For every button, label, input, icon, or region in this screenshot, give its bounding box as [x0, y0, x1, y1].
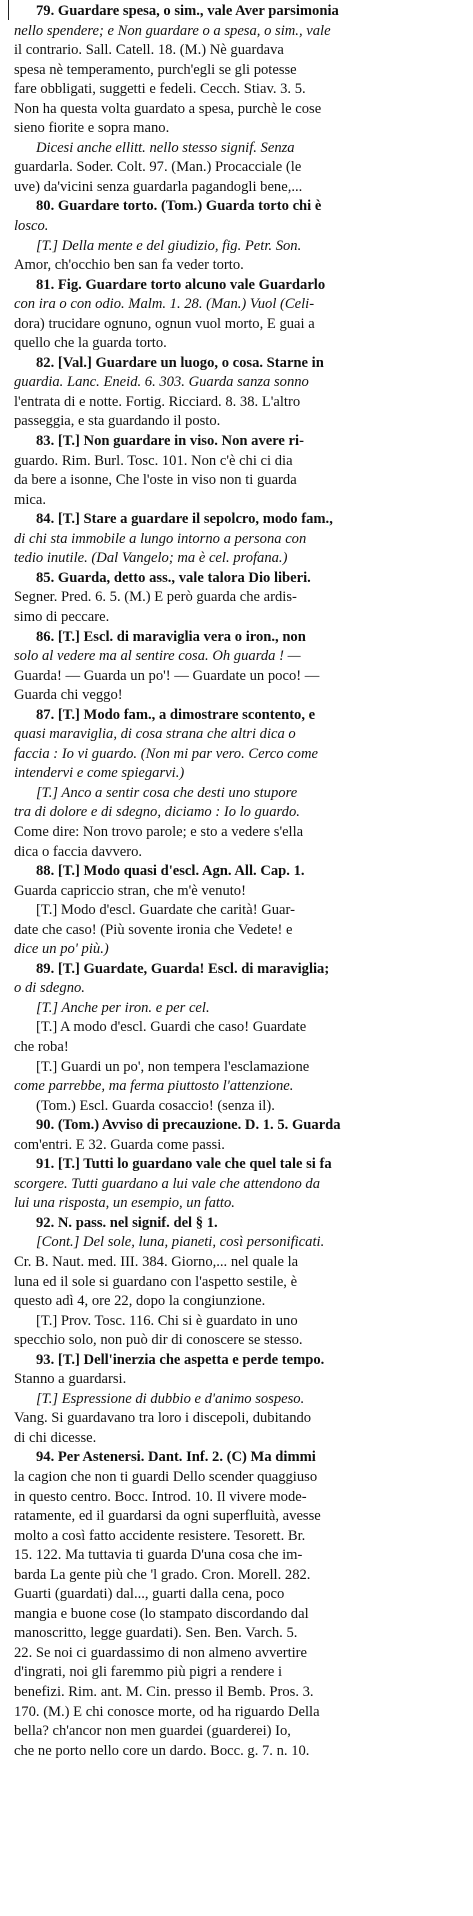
entry-line: losco. — [14, 218, 49, 235]
entry-82 — [14, 354, 467, 432]
entry-line: Vang. Si guardavano tra loro i discepoli, dubitando — [14, 1410, 312, 1427]
entry-line: come parrebbe, ma ferma piuttosto l'attenzione. — [14, 1078, 294, 1095]
entry-line: quello che la guarda torto. — [14, 335, 167, 352]
entry-line: [T.] Anche per iron. e per cel. — [36, 999, 210, 1016]
entry-line: o di sdegno. — [14, 980, 85, 997]
entry-line: Guarda capriccio stran, che m'è venuto! — [14, 882, 246, 899]
entry-line: 93. [T.] Dell'inerzia che aspetta e perde tempo. — [36, 1351, 325, 1368]
entry-line: spesa nè temperamento, purch'egli se gli potesse — [14, 61, 297, 78]
entry-line: 85. Guarda, detto ass., vale talora Dio liberi. — [36, 569, 311, 586]
entry-89 — [14, 960, 467, 1116]
entry-line: Stanno a guardarsi. — [14, 1371, 127, 1388]
entry-line: 22. Se noi ci guardassimo di non almeno avvertire — [14, 1644, 308, 1661]
entry-line: [T.] Anco a sentir cosa che desti uno stupore — [36, 784, 298, 801]
entry-line: molto a così fatto accidente resistere. Tesorett. Br. — [14, 1527, 306, 1544]
entry-line: barda La gente più che 'l grado. Cron. Morell. 282. — [14, 1566, 311, 1583]
entry-line: di chi sta immobile a lungo intorno a persona con — [14, 530, 307, 547]
entry-85 — [14, 569, 467, 628]
entry-line: Guarti (guardati) dal..., guarti dalla cena, poco — [14, 1586, 285, 1603]
entry-line: 80. Guardare torto. (Tom.) Guarda torto chi è — [36, 198, 322, 215]
entry-line: 83. [T.] Non guardare in viso. Non avere ri- — [36, 433, 304, 450]
entry-line: che roba! — [14, 1038, 69, 1055]
entry-line: benefizi. Rim. ant. M. Cin. presso il Bemb. Pros. 3. — [14, 1684, 314, 1701]
entry-line: Cr. B. Naut. med. III. 384. Giorno,... nel quale la — [14, 1254, 299, 1270]
entry-line: Come dire: Non trovo parole; e sto a vedere s'ella — [14, 823, 304, 840]
entry-line: 86. [T.] Escl. di maraviglia vera o iron., non — [36, 628, 306, 645]
entry-line: tra di dolore e di sdegno, diciamo : Io lo guardo. — [14, 804, 300, 821]
entry-line: con ira o con odio. Malm. 1. 28. (Man.) Vuol (Celi- — [14, 296, 315, 313]
entry-94 — [14, 1448, 467, 1761]
entry-line: la cagion che non ti guardi Dello scender quaggiuso — [14, 1469, 318, 1486]
entry-line: mica. — [14, 491, 47, 508]
entry-line: sieno fiorite e sopra mano. — [14, 120, 170, 137]
entry-line: faccia : Io vi guardo. (Non mi par vero. Cerco come — [14, 745, 318, 762]
entry-line: [T.] Della mente e del giudizio, fig. Petr. Son. — [36, 237, 302, 254]
entry-line: guardia. Lanc. Eneid. 6. 303. Guarda sanza sonno — [14, 374, 309, 391]
entry-line: 170. (M.) E chi conosce morte, od ha riguardo Della — [14, 1703, 320, 1720]
entry-line: 87. [T.] Modo fam., a dimostrare scontento, e — [36, 706, 316, 723]
entry-line: [T.] Prov. Tosc. 116. Chi si è guardato in uno — [36, 1312, 298, 1329]
entry-line: 82. [Val.] Guardare un luogo, o cosa. Starne in — [36, 354, 324, 371]
entry-88 — [14, 862, 467, 960]
entry-line: Segner. Pred. 6. 5. (M.) E però guarda che ardis- — [14, 589, 297, 606]
entry-line: [T.] A modo d'escl. Guardi che caso! Guardate — [36, 1019, 307, 1036]
entry-line: Non ha questa volta guardato a spesa, purchè le cose — [14, 100, 322, 117]
entry-92 — [14, 1214, 467, 1351]
entry-line: specchio solo, non può dir di conoscere se stesso. — [14, 1332, 303, 1349]
entry-line: luna ed il sole si guardano con l'aspetto sestile, è — [14, 1273, 298, 1290]
entry-line: l'entrata di e notte. Fortig. Ricciard. 8. 38. L'altro — [14, 393, 301, 410]
entry-line: 15. 122. Ma tuttavia ti guarda D'una cosa che im- — [14, 1547, 303, 1564]
entry-80 — [14, 197, 467, 275]
dictionary-text-column — [14, 2, 467, 1761]
entry-line: di chi dicesse. — [14, 1429, 97, 1446]
entry-line: 91. [T.] Tutti lo guardano vale che quel tale si fa — [36, 1156, 332, 1173]
entry-line: simo di peccare. — [14, 608, 110, 625]
entry-line: guardo. Rim. Burl. Tosc. 101. Non c'è chi ci dia — [14, 452, 293, 469]
entry-line: nello spendere; e Non guardare o a spesa, o sim., vale — [14, 22, 331, 39]
entry-line: uve) da'vicini senza guardarla pagandogli bene,... — [14, 178, 303, 195]
entry-86 — [14, 628, 467, 706]
entry-line: Guarda! — Guarda un po'! — Guardate un poco! — — [14, 667, 320, 684]
entry-line: [T.] Guardi un po', non tempera l'esclamazione — [36, 1058, 310, 1075]
entry-line: da bere a isonne, Che l'oste in viso non ti guarda — [14, 472, 297, 489]
entry-line: Amor, ch'occhio ben san fa veder torto. — [14, 257, 244, 274]
entry-line: passeggia, e sta guardando il posto. — [14, 413, 221, 430]
entry-line: dora) trucidare ognuno, ognun vuol morto, E guai a — [14, 315, 315, 332]
column-rule — [8, 0, 9, 20]
entry-line: [Cont.] Del sole, luna, pianeti, così personificati. — [36, 1234, 325, 1251]
entry-line: dice un po' più.) — [14, 941, 109, 958]
entry-line: 81. Fig. Guardare torto alcuno vale Guardarlo — [36, 276, 326, 293]
entry-line: tedio inutile. (Dal Vangelo; ma è cel. profana.) — [14, 550, 288, 567]
entry-line: d'ingrati, noi gli faremmo più pigri a rendere i — [14, 1664, 283, 1681]
entry-line: 79. Guardare spesa, o sim., vale Aver parsimonia — [36, 3, 339, 19]
entry-line: 84. [T.] Stare a guardare il sepolcro, modo fam., — [36, 511, 333, 528]
entry-line: 89. [T.] Guardate, Guarda! Escl. di maraviglia; — [36, 960, 330, 977]
entry-line: manoscritto, legge guardati). Sen. Ben. Varch. 5. — [14, 1625, 298, 1642]
entry-line: bella? ch'ancor non men guardei (guarderei) Io, — [14, 1723, 291, 1740]
entry-79 — [14, 2, 467, 197]
entry-line: quasi maraviglia, di cosa strana che altri dica o — [14, 726, 296, 743]
entry-line: 94. Per Astenersi. Dant. Inf. 2. (C) Ma dimmi — [36, 1449, 316, 1466]
entry-line: lui una risposta, un esempio, un fatto. — [14, 1195, 235, 1212]
entry-line: che ne porto nello core un dardo. Bocc. g. 7. n. 10. — [14, 1742, 310, 1759]
entry-83 — [14, 432, 467, 510]
entry-line: scorgere. Tutti guardano a lui vale che attendono da — [14, 1175, 321, 1192]
entry-87 — [14, 706, 467, 862]
entry-90 — [14, 1116, 467, 1155]
entry-line: date che caso! (Più sovente ironia che Vedete! e — [14, 921, 293, 938]
entry-line: solo al vedere ma al sentire cosa. Oh guarda ! — — [14, 648, 301, 665]
entry-line: 92. N. pass. nel signif. del § 1. — [36, 1214, 218, 1231]
entry-line: ratamente, ed il guardarsi da ogni superfluità, avesse — [14, 1508, 321, 1525]
entry-line: com'entri. E 32. Guarda come passi. — [14, 1136, 225, 1153]
entry-line: mangia e buone cose (lo stampato discordando dal — [14, 1605, 309, 1622]
entry-line: Guarda chi veggo! — [14, 687, 123, 704]
entry-line: guardarla. Soder. Colt. 97. (Man.) Procacciale (le — [14, 159, 302, 176]
entry-91 — [14, 1155, 467, 1214]
entry-line: dica o faccia davvero. — [14, 843, 143, 860]
entry-line: (Tom.) Escl. Guarda cosaccio! (senza il). — [36, 1097, 275, 1114]
entry-93 — [14, 1351, 467, 1449]
entry-line: intendervi e come spiegarvi.) — [14, 765, 185, 782]
entry-line: Dicesi anche ellitt. nello stesso signif. Senza — [36, 139, 295, 156]
entry-line: il contrario. Sall. Catell. 18. (M.) Nè guardava — [14, 42, 284, 59]
entry-line: in questo centro. Bocc. Introd. 10. Il vivere mode- — [14, 1488, 307, 1505]
entry-line: questo adì 4, ore 22, dopo la congiunzione. — [14, 1293, 266, 1310]
entry-81 — [14, 276, 467, 354]
entry-line: [T.] Espressione di dubbio e d'animo sospeso. — [36, 1390, 305, 1407]
entry-line: 90. (Tom.) Avviso di precauzione. D. 1. 5. Guarda — [36, 1117, 341, 1134]
entry-line: [T.] Modo d'escl. Guardate che carità! Guar- — [36, 902, 295, 919]
entry-line: 88. [T.] Modo quasi d'escl. Agn. All. Cap. 1. — [36, 863, 305, 880]
entry-84 — [14, 510, 467, 569]
entry-line: fare obbligati, suggetti e fedeli. Cecch. Stiav. 3. 5. — [14, 81, 306, 98]
